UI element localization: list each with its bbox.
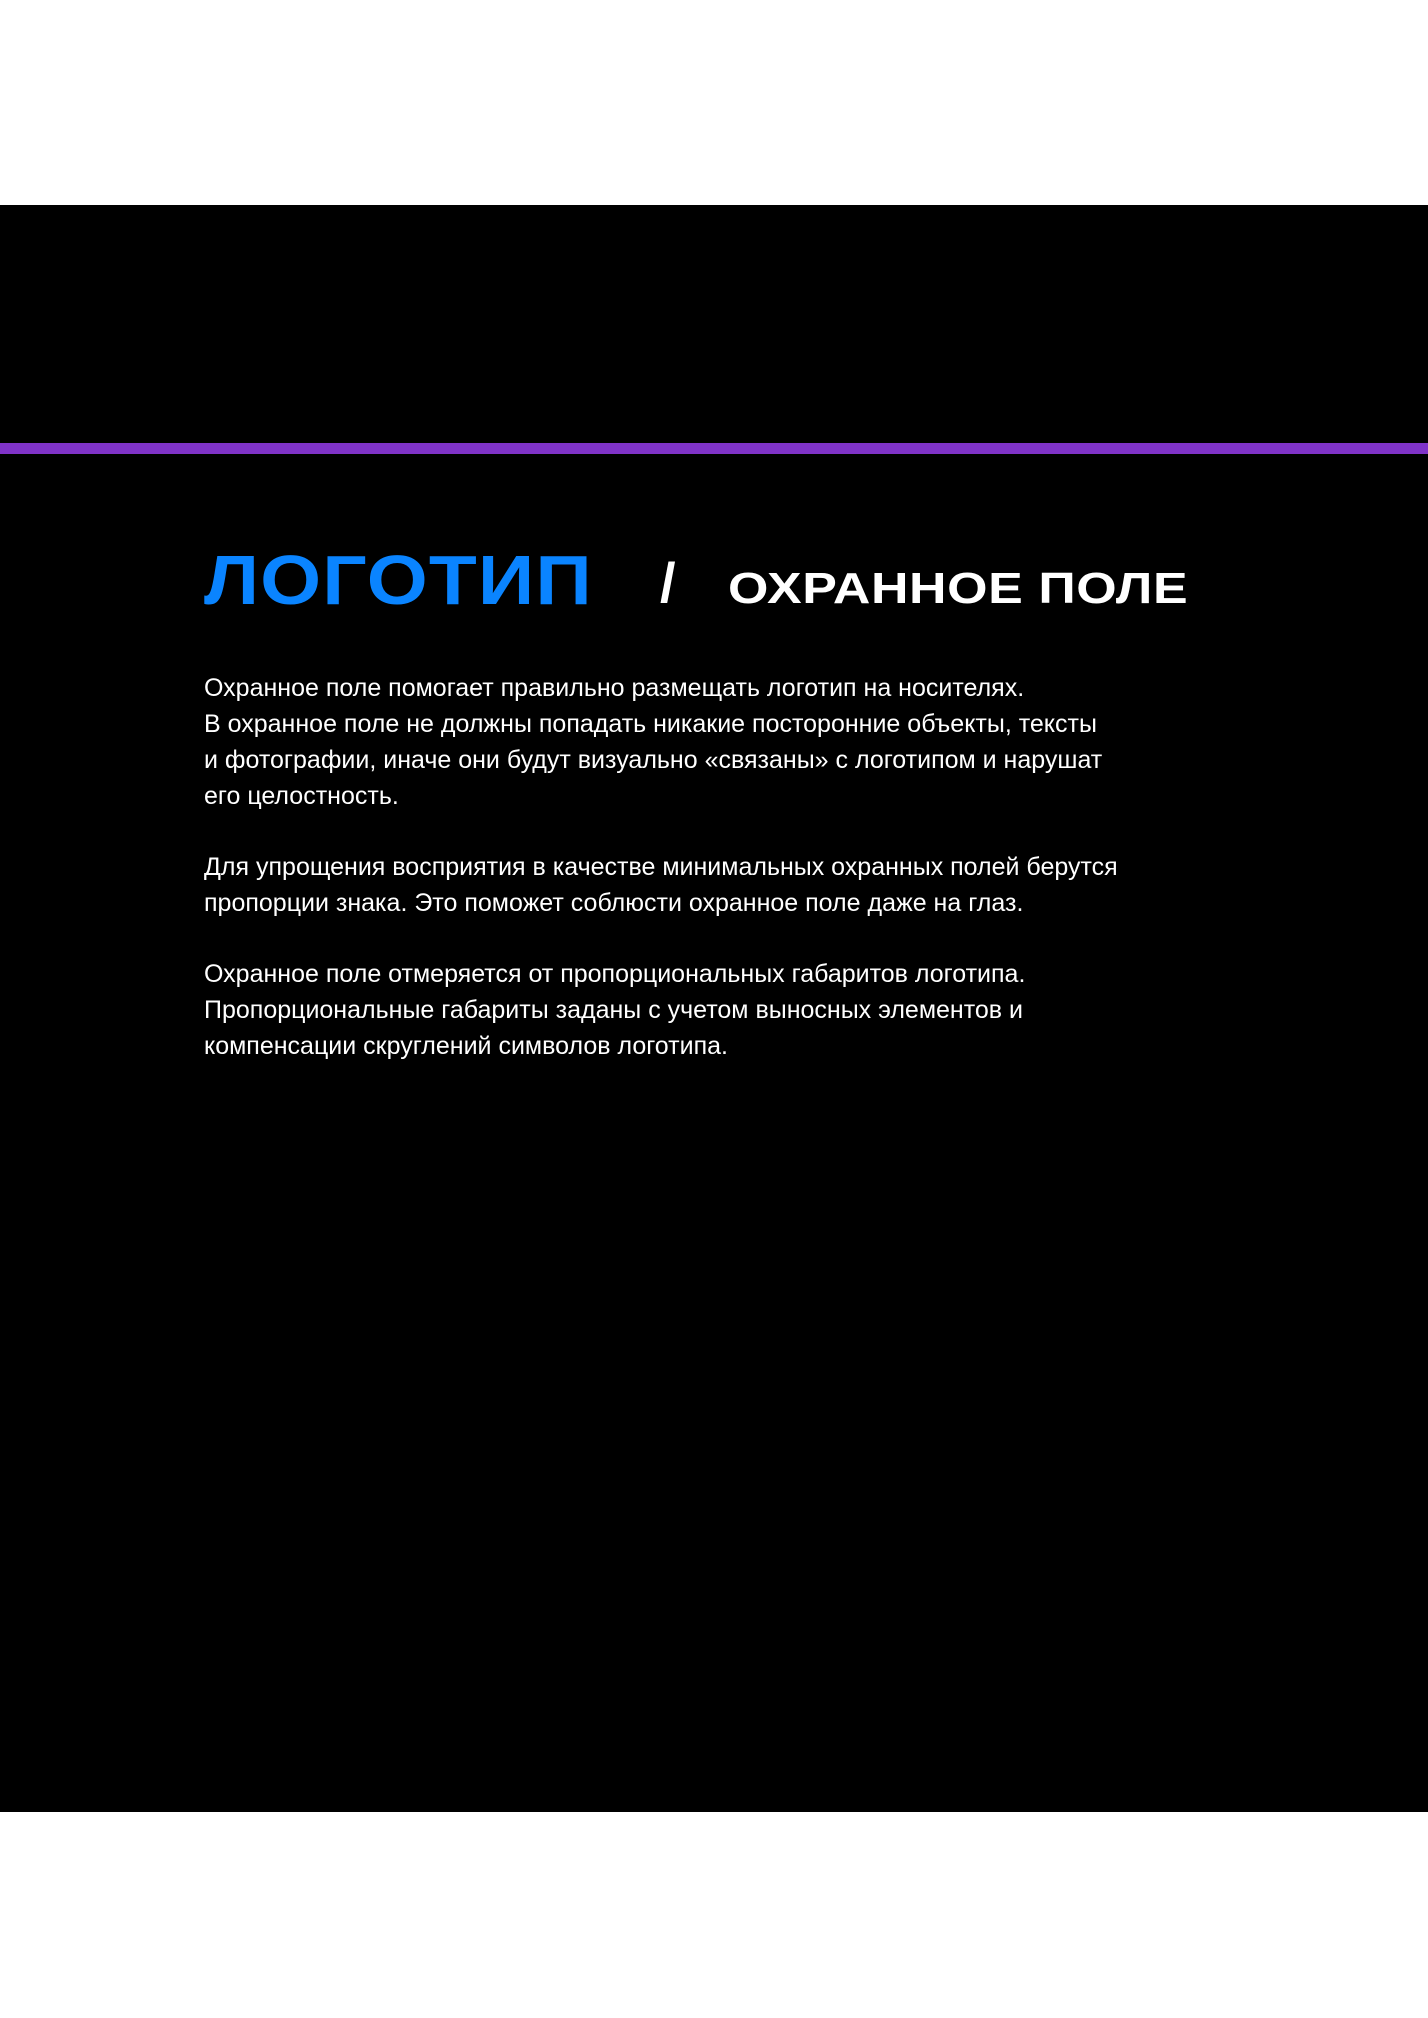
- text-line: Охранное поле помогает правильно размещать логотип на носителях.: [204, 674, 1025, 702]
- paragraph-measurement: [204, 956, 1284, 1064]
- text-line: компенсации скруглений символов логотипа.: [204, 1032, 728, 1060]
- text-line: и фотографии, иначе они будут визуально «связаны» с логотипом и нарушат: [204, 746, 1103, 774]
- accent-divider: [0, 443, 1428, 454]
- paragraph-purpose: [204, 670, 1284, 814]
- section-title: ЛОГОТИП: [204, 541, 593, 619]
- text-line: его целостность.: [204, 782, 399, 810]
- paragraph-proportions: [204, 849, 1284, 921]
- page-header: [204, 541, 1189, 619]
- text-line: Пропорциональные габариты заданы с учетом выносных элементов и: [204, 996, 1023, 1024]
- body-content: [204, 670, 1284, 1099]
- text-line: пропорции знака. Это поможет соблюсти охранное поле даже на глаз.: [204, 889, 1024, 917]
- text-line: В охранное поле не должны попадать никакие посторонние объекты, тексты: [204, 710, 1097, 738]
- section-subtitle: ОХРАННОЕ ПОЛЕ: [728, 564, 1189, 613]
- text-line: Для упрощения восприятия в качестве минимальных охранных полей берутся: [204, 853, 1118, 881]
- title-separator: /: [660, 551, 676, 614]
- text-line: Охранное поле отмеряется от пропорциональных габаритов логотипа.: [204, 960, 1026, 988]
